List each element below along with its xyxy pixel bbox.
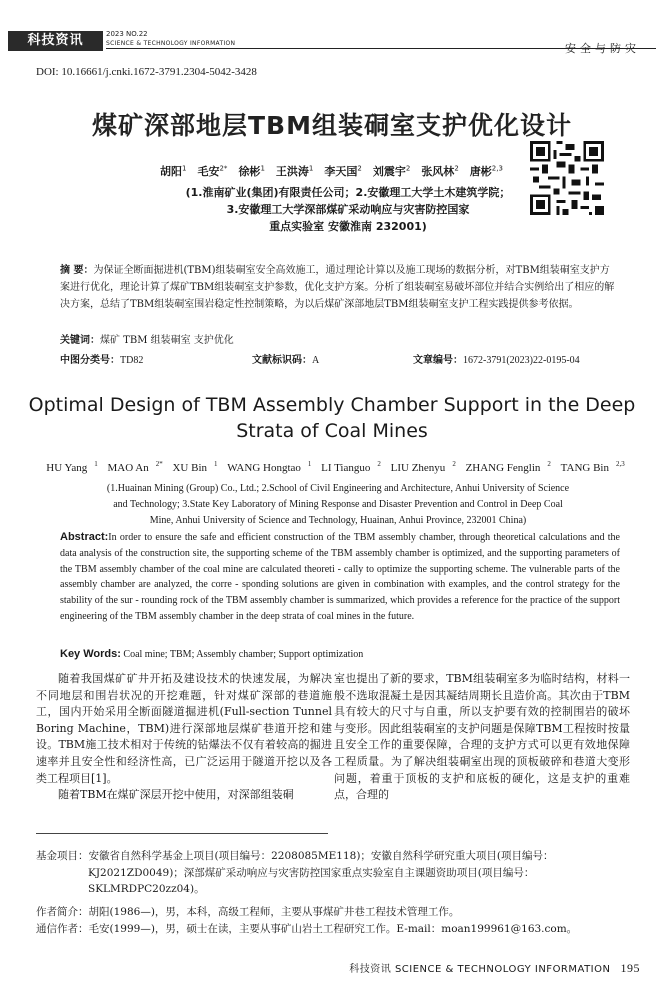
author-name: TANG Bin	[560, 461, 609, 474]
page-footer	[349, 960, 640, 976]
author-name: HU Yang	[46, 461, 88, 474]
author-affiliation-mark: 2	[377, 460, 381, 468]
affiliation-cn-line: (1.淮南矿业(集团)有限责任公司；2.安徽理工大学土木建筑学院；	[185, 186, 511, 199]
article-number	[413, 351, 580, 366]
author-name: 唐彬	[469, 165, 492, 178]
paper-title-en-line: Strata of Coal Mines	[236, 420, 428, 442]
author-affiliation-mark: 2*	[155, 460, 163, 468]
footnote-corresponding-text: 毛安(1999—)，男，硕士在读，主要从事矿山岩土工程研究工作。E-mail：moan199961@163.com。	[88, 923, 578, 935]
abstract-cn	[60, 262, 616, 313]
clc-value: TD82	[120, 355, 144, 366]
author-name: 王洪涛	[275, 165, 309, 178]
body-paragraph: 随着我国煤矿矿井开拓及建设技术的快速发展，为解决不同地层和围岩状况的开挖难题，针对煤矿深部的巷道施工，国内开始采用全断面隧道掘进机(Full-section Tunnel Boring Machine，TBM)进行深部地层煤矿巷道开挖和建设。TBM施工技术相对于传统的钻爆法不仅有着较高的掘进速率并且安全性和经济性高，已广泛运用于隧道开挖以及各类工程项目[1]。	[36, 672, 332, 785]
author-affiliation-mark: 1	[214, 460, 218, 468]
author-affiliation-mark: 2	[547, 460, 551, 468]
author-affiliation-mark: 2,3	[616, 460, 625, 468]
footnote-author	[36, 904, 632, 921]
article-number-value: 1672-3791(2023)22-0195-04	[463, 355, 580, 366]
author-affiliation-mark: 2,3	[491, 164, 503, 173]
footnote-corresponding	[36, 921, 632, 938]
author-name: 胡阳	[160, 165, 182, 178]
document-code	[252, 351, 319, 366]
affiliation-en-line: and Technology; 3.State Key Laboratory of Mining Response and Disaster Prevention and Control in Deep Coal	[113, 499, 563, 510]
footer-journal: 科技资讯 SCIENCE & TECHNOLOGY INFORMATION	[349, 964, 611, 975]
footnote-rule	[36, 833, 328, 834]
abstract-en-label: Abstract:	[60, 531, 109, 543]
page-number: 195	[620, 961, 640, 975]
abstract-en	[60, 530, 620, 625]
affiliation-en-line: (1.Huainan Mining (Group) Co., Ltd.; 2.School of Civil Engineering and Architecture, Anhui University of Science	[106, 483, 570, 494]
author-affiliation-mark: 1	[307, 460, 312, 468]
author-name: 张风林	[421, 165, 455, 178]
abstract-cn-text: 为保证全断面掘进机(TBM)组装硐室安全高效施工，通过理论计算以及施工现场的数据分析，对TBM组装硐室支护方案进行优化，理论计算了煤矿TBM组装硐室支护参数，优化支护方案。分析了组装硐室易破坏部位并结合实例给出了相应的解决方案，总结了TBM组装硐室围岩稳定性控制策略，为以后煤矿深部地层TBM组装硐室支护工程实践提供参考依据。	[60, 265, 615, 310]
affiliation-en-line: Mine, Anhui University of Science and Technology, Huainan, Anhui Province, 232001 China)	[149, 515, 527, 526]
author-name: ZHANG Fenglin	[465, 461, 541, 474]
author-name: 毛安	[197, 165, 220, 178]
document-code-value: A	[312, 355, 320, 366]
clc-number	[60, 351, 143, 366]
body-paragraph: 随着TBM在煤矿深层开挖中使用，对深部组装硐	[58, 788, 294, 802]
footnote-fund-label: 基金项目：	[36, 850, 89, 862]
keywords-en-label: Key Words:	[60, 648, 121, 660]
footnote-corresponding-label: 通信作者：	[36, 923, 89, 935]
journal-issue: 2023 NO.22	[106, 30, 148, 38]
document-code-label: 文献标识码：	[252, 355, 312, 366]
paper-title-en-line: Optimal Design of TBM Assembly Chamber Support in the Deep	[28, 394, 636, 416]
author-affiliation-mark: 2	[405, 164, 411, 173]
footnote-fund-text: 安徽省自然科学基金上项目(项目编号：2208085ME118)；安徽自然科学研究重大项目(项目编号：	[88, 850, 554, 862]
footnote-author-text: 胡阳(1986—)，男，本科，高级工程师，主要从事煤矿井巷工程技术管理工作。	[88, 906, 460, 918]
journal-brand: 科技资讯	[8, 31, 103, 51]
author-affiliation-mark: 2	[454, 164, 459, 173]
abstract-en-text: In order to ensure the safe and efficient construction of the TBM assembly chamber, through theoretical calculations and the data analysis of the construction site, the supporting scheme of the TBM assembly chamber is optimized, and the supporting parameters of the TBM assembly chamber of the coal mine are calculated theoreti - cally to optimize the supporting scheme. The vulnerable parts of the assembly chamber are analyzed, the corre - sponding solutions are given in combination with examples, and the control strategy for the stability of the sur - rounding rock of the TBM assembly chamber is summarized, which provides a reference for the practice of the support engineering of the TBM assembly chamber in the deep strata of coal mines in the future.	[60, 532, 620, 622]
author-name: LI Tianguo	[321, 461, 371, 474]
author-name: 李天国	[324, 165, 358, 178]
author-affiliation-mark: 2*	[219, 164, 228, 173]
author-name: 徐彬	[238, 165, 261, 178]
affiliation-en	[60, 481, 616, 529]
article-number-label: 文章编号：	[413, 355, 463, 366]
author-name: MAO An	[107, 461, 149, 474]
author-affiliation-mark: 1	[182, 164, 187, 173]
author-name: 刘震宇	[372, 165, 406, 178]
journal-subtitle: SCIENCE & TECHNOLOGY INFORMATION	[106, 40, 236, 47]
footnote-fund-text: KJ2021ZD0049)；深部煤矿采动响应与灾害防控国家重点实验室自主课题资助项目(项目编号：	[88, 866, 535, 879]
author-affiliation-mark: 1	[94, 460, 98, 468]
footnote-fund	[36, 848, 632, 898]
paper-title-en	[0, 392, 664, 444]
keywords-cn	[60, 331, 234, 346]
doi: DOI: 10.16661/j.cnki.1672-3791.2304-5042-3428	[36, 66, 257, 78]
affiliation-cn-line: 3.安徽理工大学深部煤矿采动响应与灾害防控国家	[226, 203, 470, 216]
body-column-left	[36, 671, 332, 804]
author-name: LIU Zhenyu	[390, 461, 446, 474]
author-affiliation-mark: 2	[452, 460, 456, 468]
affiliation-cn-line: 重点实验室 安徽淮南 232001)	[269, 220, 427, 233]
section-name: 安全与防灾	[565, 42, 640, 55]
keywords-cn-label: 关键词：	[60, 335, 100, 346]
author-affiliation-mark: 2	[357, 164, 362, 173]
abstract-cn-label: 摘 要：	[60, 265, 94, 276]
qr-code-icon	[530, 141, 604, 215]
author-list-en	[0, 460, 664, 474]
body-column-right	[334, 671, 630, 804]
clc-label: 中图分类号：	[60, 355, 120, 366]
paper-title-cn: 煤矿深部地层TBM组装硐室支护优化设计	[92, 111, 572, 140]
body-paragraph: 室也提出了新的要求，TBM组装硐室多为临时结构，材料一般不选取混凝土是因其凝结周期长且造价高。其次由于TBM具有较大的尺寸与自重，所以支护要有效的控制围岩的破坏与变形。因此组装硐室的支护问题是保障TBM工程按时按量且安全工作的重要保障，合理的支护方式可以更有效地保障工程质量。为了解决组装硐室出现的顶板破碎和巷道大变形问题，着重于顶板的支护和底板的硬化，这是支护的重难点，合理的	[334, 672, 630, 802]
author-affiliation-mark: 1	[308, 164, 314, 173]
author-affiliation-mark: 1	[260, 164, 265, 173]
footnote-author-label: 作者简介：	[36, 906, 89, 918]
author-list-cn	[160, 163, 503, 179]
author-name: WANG Hongtao	[227, 461, 301, 474]
keywords-cn-text: 煤矿 TBM 组装硐室 支护优化	[100, 335, 234, 346]
author-name: XU Bin	[172, 461, 208, 474]
keywords-en-text: Coal mine; TBM; Assembly chamber; Support optimization	[123, 649, 364, 660]
footnote-fund-text: SKLMRDPC20zz04)。	[88, 883, 205, 896]
keywords-en	[60, 648, 363, 660]
